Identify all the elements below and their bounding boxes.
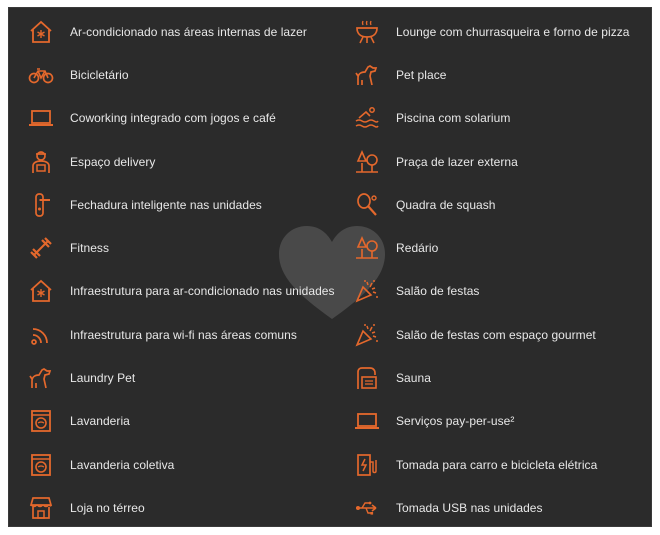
trees-icon — [353, 148, 381, 176]
grill-icon — [353, 18, 381, 46]
amenity-item — [27, 226, 347, 269]
dog-icon — [27, 364, 55, 392]
dog-icon — [353, 61, 381, 89]
amenity-label: Redário — [396, 241, 439, 256]
delivery-person-icon — [27, 148, 55, 176]
amenity-item — [27, 10, 347, 53]
amenity-label: Laundry Pet — [70, 371, 136, 386]
amenity-label: Praça de lazer externa — [396, 154, 518, 169]
washing-machine-icon — [27, 407, 55, 435]
amenity-item — [353, 183, 652, 226]
usb-icon — [353, 494, 381, 522]
amenity-item — [353, 443, 652, 486]
amenity-item — [27, 443, 347, 486]
amenity-label: Loja no térreo — [70, 500, 145, 515]
amenity-label: Bicicletário — [70, 67, 129, 82]
amenity-label: Salão de festas — [396, 284, 480, 299]
sauna-icon — [353, 364, 381, 392]
amenity-item — [353, 97, 652, 140]
storefront-icon — [27, 494, 55, 522]
pool-icon — [353, 104, 381, 132]
amenity-label: Salão de festas com espaço gourmet — [396, 327, 596, 342]
washing-machine-icon — [27, 451, 55, 479]
amenity-item — [27, 400, 347, 443]
party-popper-icon — [353, 321, 381, 349]
charging-station-icon — [353, 451, 381, 479]
amenity-label: Fitness — [70, 241, 110, 256]
amenity-label: Tomada para carro e bicicleta elétrica — [396, 457, 598, 472]
party-popper-icon — [353, 277, 381, 305]
amenity-item — [353, 313, 652, 356]
amenity-item — [27, 53, 347, 96]
amenity-label: Ar-condicionado nas áreas internas de lazer — [70, 24, 307, 39]
amenity-label: Quadra de squash — [396, 197, 496, 212]
amenity-label: Fechadura inteligente nas unidades — [70, 197, 262, 212]
amenity-label: Infraestrutura para ar-condicionado nas unidades — [70, 284, 335, 299]
bicycle-icon — [27, 61, 55, 89]
dumbbell-icon — [27, 234, 55, 262]
amenities-panel — [8, 7, 652, 527]
amenity-label: Infraestrutura para wi-fi nas áreas comuns — [70, 327, 297, 342]
amenity-label: Lavanderia — [70, 414, 130, 429]
wifi-icon — [27, 321, 55, 349]
amenity-label: Tomada USB nas unidades — [396, 500, 543, 515]
amenity-item — [353, 140, 652, 183]
amenity-item — [353, 226, 652, 269]
amenity-item — [353, 486, 652, 527]
house-snowflake-icon — [27, 18, 55, 46]
laptop-icon — [27, 104, 55, 132]
amenity-item — [27, 486, 347, 527]
amenity-label: Lounge com churrasqueira e forno de pizza — [396, 24, 630, 39]
amenity-label: Pet place — [396, 67, 447, 82]
amenity-label: Espaço delivery — [70, 154, 156, 169]
amenity-item — [27, 183, 347, 226]
amenity-item — [353, 270, 652, 313]
amenity-item — [27, 356, 347, 399]
amenity-item — [353, 10, 652, 53]
amenities-right-column — [353, 10, 652, 527]
amenity-label: Sauna — [396, 371, 431, 386]
squash-racket-icon — [353, 191, 381, 219]
house-snowflake-icon — [27, 277, 55, 305]
amenity-label: Coworking integrado com jogos e café — [70, 111, 276, 126]
amenity-label: Piscina com solarium — [396, 111, 511, 126]
trees-icon — [353, 234, 381, 262]
amenity-item — [353, 53, 652, 96]
laptop-icon — [353, 407, 381, 435]
door-handle-icon — [27, 191, 55, 219]
amenities-left-column — [27, 10, 347, 527]
amenity-item — [353, 400, 652, 443]
amenity-label: Serviços pay-per-use² — [396, 414, 515, 429]
amenity-item — [27, 270, 347, 313]
amenity-item — [353, 356, 652, 399]
amenity-item — [27, 313, 347, 356]
amenity-item — [27, 97, 347, 140]
amenity-label: Lavanderia coletiva — [70, 457, 175, 472]
amenity-item — [27, 140, 347, 183]
